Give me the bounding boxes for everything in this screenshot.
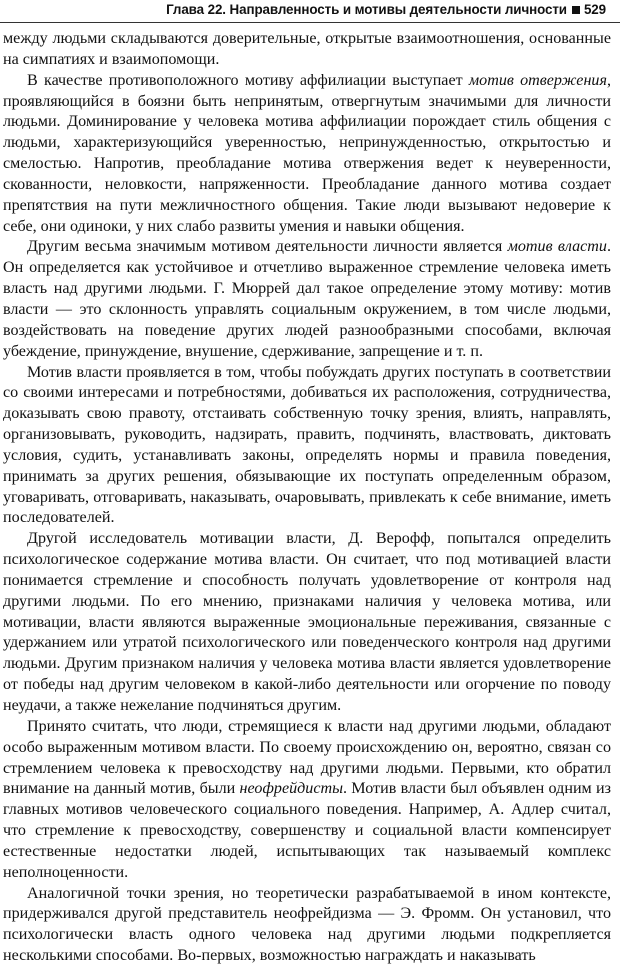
text-run: Аналогичной точки зрения, но теоретически разрабатываемой в ином контексте, придерживался другой представитель неофрейдизма — Э. Фромм. Он установил, что психологически власть одного человека над другими людьми подкрепляется несколькими способами. Во-первых, возможностью награждать и наказывать [3,884,611,965]
text-run: . Мотив власти был объявлен одним из главных мотивов человеческого социального поведения. Например, А. Адлер считал, что стремление к превосходству, совершенству и социальной власти компенсирует естественные недостатки людей, испытывающих так называемый комплекс неполноценности. [3,780,611,881]
text-run: Другой исследователь мотивации власти, Д. Верофф, попытался определить психологическое содержание мотива власти. Он считает, что под мотивацией власти понимается стремление и способность получать удовлетворение от контроля над другими людьми. По его мнению, признаками наличия у человека мотива, или мотивации, власти являются выраженные эмоциональные переживания, связанные с удержанием или утратой психологического или поведенческого контроля над другими людьми. Другим признаком наличия у человека мотива власти является удовлетворение от победы над другим человеком в какой-либо деятельности или огорчение по поводу неудачи, а также нежелание подчиняться другим. [3,530,611,714]
chapter-title: Глава 22. Направленность и мотивы деятельности личности [166,2,567,17]
header-rule [0,22,620,23]
paragraph [3,29,611,71]
square-bullet-icon [572,6,580,14]
paragraph [3,529,611,717]
paragraph [3,363,611,530]
paragraph [3,237,611,362]
text-run: Мотив власти проявляется в том, чтобы побуждать других поступать в соответствии со своими интересами и потребностями, добиваться их расположения, сотрудничества, доказывать свою правоту, отстаивать собственную точку зрения, влиять, направлять, организовывать, руководить, надзирать, править, подчинять, властвовать, диктовать условия, судить, устанавливать законы, определять нормы и правила поведения, принимать за других решения, обязывающие их поступать определенным образом, уговаривать, отговаривать, наказывать, очаровывать, привлекать к себе внимание, иметь последователей. [3,363,611,527]
body-text [3,29,611,967]
text-run: . Он определяется как устойчивое и отчетливо выраженное стремление человека иметь власть над другими людьми. Г. Мюррей дал такое определение этому мотиву: мотив власти — это склонность управлять социальным окружением, в том числе людьми, воздействовать на поведение других людей разнообразными способами, включая убеждение, принуждение, внушение, сдерживание, запрещение и т. п. [3,238,612,360]
paragraph [3,884,611,967]
paragraph [3,71,611,238]
text-run: между людьми складываются доверительные, открытые взаимоотношения, основанные на симпатиях и взаимопомощи. [3,30,611,68]
text-run: , проявляющийся в боязни быть непринятым, отвергнутым значимыми для личности людьми. Доминирование у человека мотива аффилиации порождает стиль общения с людьми, характеризующийся уверенностью, непринужденностью, открытостью и смелостью. Напротив, преобладание мотива отвержения ведет к неуверенности, скованности, неловкости, напряженности. Преобладание данного мотива создает препятствия на пути межличностного общения. Такие люди вызывают недоверие к себе, они одиноки, у них слабо развиты умения и навыки общения. [3,71,611,235]
text-run: Принято считать, что люди, стремящиеся к власти над другими людьми, обладают особо выраженным мотивом власти. По своему происхождению он, вероятно, связан со стремлением человека к превосходству над другими людьми. Первыми, кто обратил внимание на данный мотив, были [3,717,611,798]
text-run: Другим весьма значимым мотивом деятельности личности является [27,238,508,256]
italic-term: мотив отвержения [468,71,607,89]
paragraph [3,717,611,884]
text-run: В качестве противоположного мотиву аффилиации выступает [27,71,469,89]
page-number: 529 [583,2,606,17]
running-header [0,2,606,17]
italic-term: мотив власти [507,238,607,256]
italic-term: неофрейдисты [239,780,343,798]
